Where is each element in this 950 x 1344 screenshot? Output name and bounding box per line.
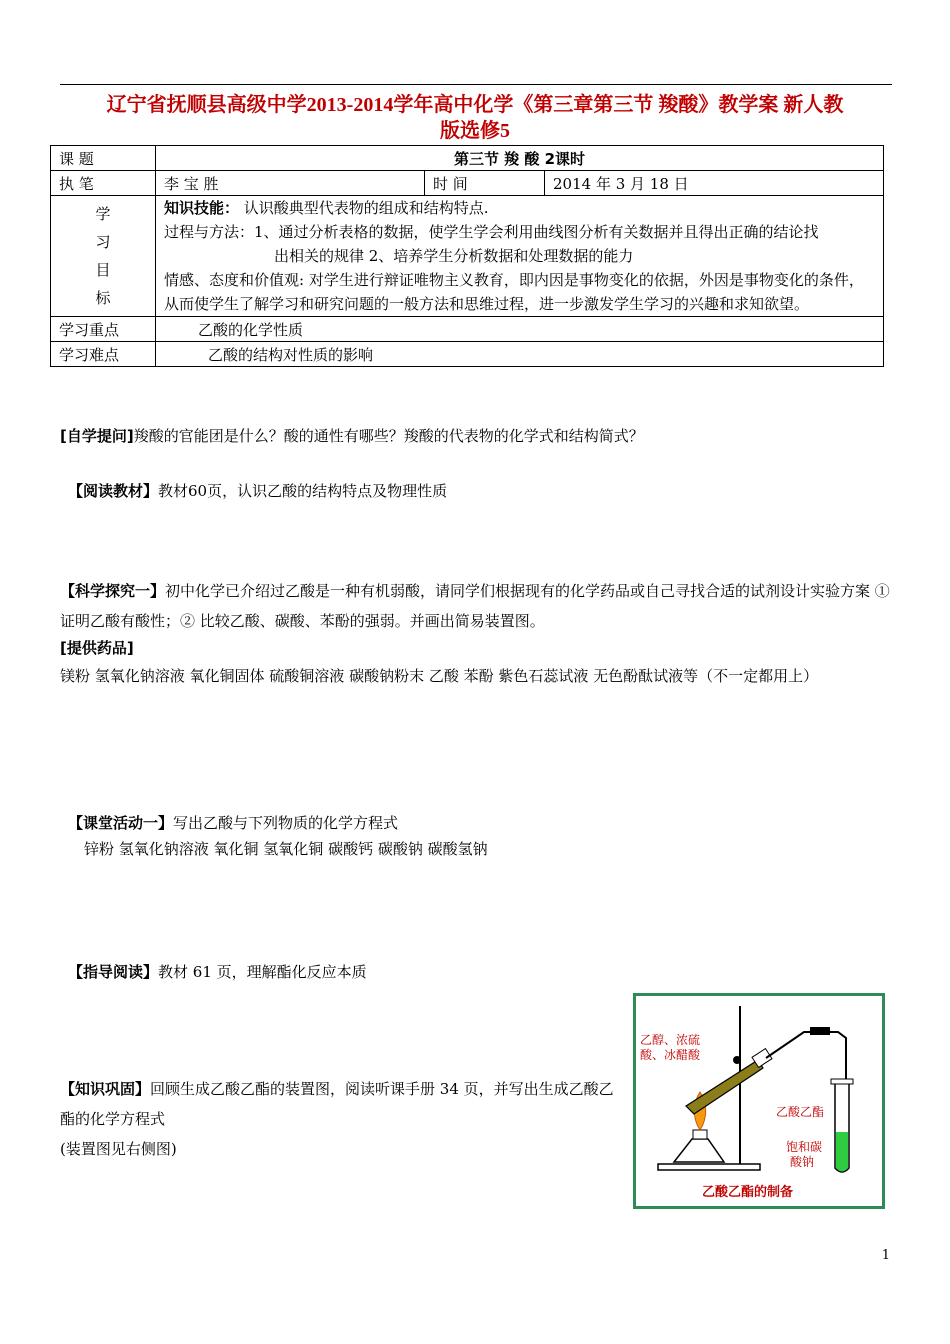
difficulty-value: 乙酸的结构对性质的影响 (156, 342, 884, 367)
difficulty-label: 学习难点 (51, 342, 156, 367)
author-label: 执 笔 (51, 171, 156, 196)
page-number: 1 (881, 1248, 890, 1263)
self-study-label: [自学提问] (60, 427, 134, 445)
header-rule (60, 84, 892, 85)
knowledge-consolidation (60, 1074, 625, 1164)
goals-label-char: 标 (95, 289, 111, 307)
title-line-2: 版选修5 (440, 120, 510, 142)
lesson-info-table (50, 145, 884, 367)
drugs-label: [提供药品] (60, 639, 134, 657)
guide-label: 【指导阅读】 (68, 963, 159, 981)
sodium-carbonate-liquid (836, 1132, 848, 1172)
drugs-text: 镁粉 氢氧化钠溶液 氧化铜固体 硫酸铜溶液 碳酸钠粉末 乙酸 苯酚 紫色石蕊试液 无色酚酞试液等（不一定都用上） (60, 667, 819, 685)
self-study-text: 羧酸的官能团是什么？酸的通性有哪些？羧酸的代表物的化学式和结构简式？ (133, 427, 644, 445)
row-focus (51, 317, 884, 342)
ester-apparatus-figure (633, 993, 885, 1209)
author-value: 李 宝 胜 (156, 171, 425, 196)
title-line-1: 辽宁省抚顺县高级中学2013-2014学年高中化学《第三章第三节 羧酸》教学案 新人教 (106, 94, 844, 116)
goal-emotion: 情感、态度和价值观: 对学生进行辩证唯物主义教育，即内因是事物变化的依据，外因是事物变化的条件，从而使学生了解学习和研究问题的一般方法和思维过程，进一步激发学生学习的兴趣和求知欲望。 (164, 271, 864, 313)
document-title (50, 92, 900, 144)
goal-knowledge-text: 认识酸典型代表物的组成和结构特点. (239, 199, 489, 217)
subject-label: 课 题 (51, 146, 156, 171)
read-text: 教材60页，认识乙酸的结构特点及物理性质 (158, 482, 448, 500)
activity-items: 锌粉 氢氧化钠溶液 氧化铜 氢氧化铜 碳酸钙 碳酸钠 碳酸氢钠 (84, 840, 488, 858)
consolidate-text: 回顾生成乙酸乙酯的装置图，阅读听课手册 34 页，并写出生成乙酸乙酯的化学方程式 (60, 1080, 614, 1128)
goals-label-char: 目 (95, 261, 111, 279)
activity-line (68, 810, 888, 836)
label-reagents-2: 酸、冰醋酸 (640, 1048, 701, 1062)
focus-value: 乙酸的化学性质 (156, 317, 884, 342)
goals-content (156, 196, 884, 317)
row-difficulty (51, 342, 884, 367)
time-label: 时 间 (425, 171, 545, 196)
guided-reading (68, 957, 608, 987)
goals-label-char: 习 (95, 233, 111, 251)
alcohol-lamp (674, 1139, 724, 1162)
lamp-neck (693, 1130, 707, 1139)
provided-drugs (60, 634, 890, 690)
figure-caption: 乙酸乙酯的制备 (702, 1185, 794, 1200)
goals-label (51, 196, 156, 317)
consolidate-line (60, 1074, 625, 1134)
figure-note: (装置图见右侧图) (60, 1140, 177, 1158)
rubber-joint (810, 1027, 830, 1035)
explore-label: 【科学探究一】 (60, 582, 166, 600)
row-goals (51, 196, 884, 317)
delivery-tube (766, 1032, 846, 1146)
label-solution-2: 酸钠 (790, 1155, 815, 1169)
self-study-question (60, 421, 890, 451)
row-author (51, 171, 884, 196)
goal-process-line-2: 出相关的规律 2、培养学生分析数据和处理数据的能力 (274, 247, 634, 265)
activity-label: 【课堂活动一】 (68, 814, 174, 832)
read-label: 【阅读教材】 (68, 482, 159, 500)
tube-rim (831, 1079, 853, 1084)
focus-label: 学习重点 (51, 317, 156, 342)
time-value: 2014 年 3 月 18 日 (545, 171, 884, 196)
goal-knowledge-label: 知识技能： (164, 199, 240, 217)
consolidate-label: 【知识巩固】 (60, 1080, 151, 1098)
label-solution-1: 饱和碳 (786, 1140, 823, 1154)
clamp-screw (733, 1056, 741, 1064)
goals-label-char: 学 (95, 205, 111, 223)
science-explore (60, 576, 890, 636)
explore-text: 初中化学已介绍过乙酸是一种有机弱酸，请同学们根据现有的化学药品或自己寻找合适的试剂设计实验方案 ① 证明乙酸有酸性；② 比较乙酸、碳酸、苯酚的强弱。并画出简易装置图。 (60, 582, 890, 630)
goal-knowledge (164, 196, 875, 220)
label-reagents-1: 乙醇、浓硫 (640, 1033, 701, 1047)
guide-text: 教材 61 页，理解酯化反应本质 (158, 963, 367, 981)
reaction-tube (686, 1060, 763, 1114)
read-textbook (68, 476, 888, 506)
class-activity (68, 810, 888, 862)
stand-base (658, 1164, 760, 1170)
activity-text: 写出乙酸与下列物质的化学方程式 (173, 814, 399, 832)
row-subject (51, 146, 884, 171)
subject-value: 第三节 羧 酸 2课时 (156, 146, 884, 171)
label-ester: 乙酸乙酯 (776, 1105, 825, 1119)
apparatus-diagram (636, 996, 882, 1206)
goal-process-line-1: 过程与方法：1、通过分析表格的数据，使学生学会利用曲线图分析有关数据并且得出正确的结论找 (164, 223, 819, 241)
